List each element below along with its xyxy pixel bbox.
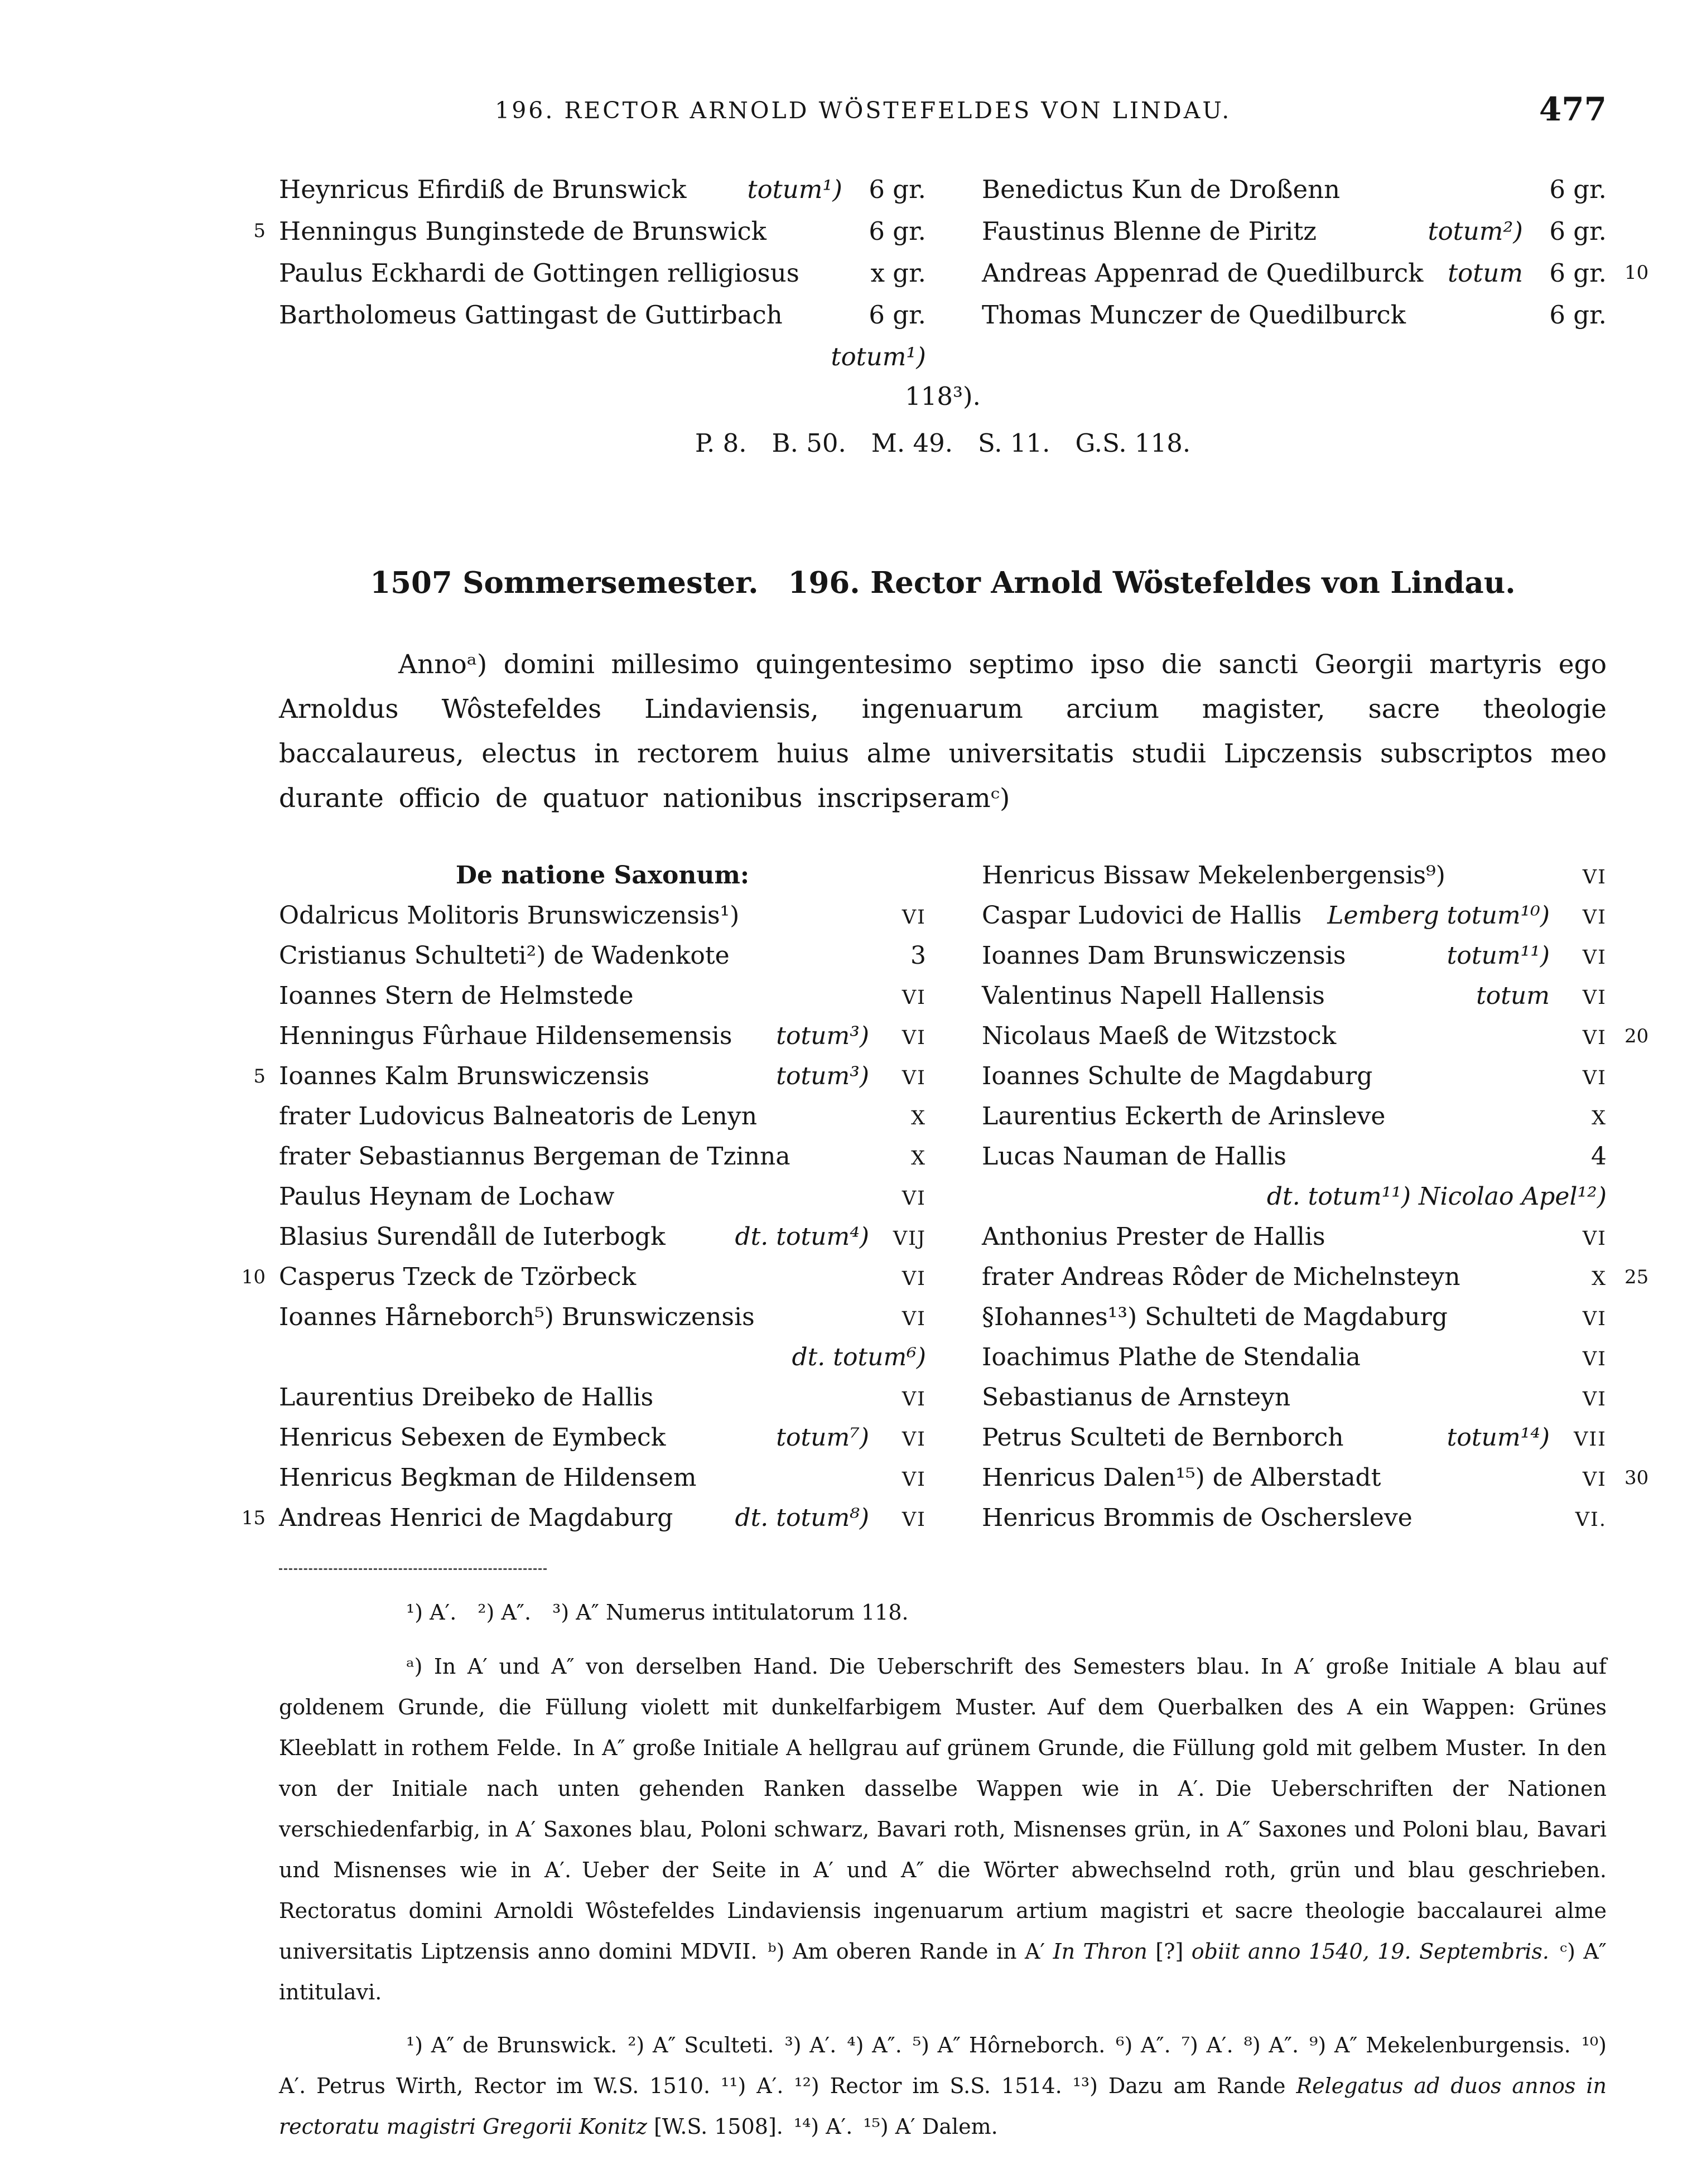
entry-row [982, 1297, 1607, 1337]
student-name: Anthonius Prester de Hallis [982, 1223, 1325, 1251]
student-name: Paulus Heynam de Lochaw [279, 1182, 615, 1211]
fee-amount: VI [901, 1187, 926, 1210]
student-name: frater Ludovicus Balneatoris de Lenyn [279, 1102, 758, 1130]
entry-row [982, 936, 1607, 976]
text-segment: [W.S. 1508]. ¹⁴) A′. ¹⁵) A′ Dalem. [647, 2114, 998, 2139]
fee-amount: VI [1582, 906, 1607, 929]
entry-row [982, 1056, 1607, 1096]
entry-row [279, 252, 926, 294]
student-name: Henricus Begkman de Hildensem [279, 1463, 697, 1492]
entry-row [982, 1096, 1607, 1137]
student-name: Nicolaus Maeß de Witzstock [982, 1022, 1337, 1050]
fee-amount: X [1592, 1107, 1607, 1129]
fee-amount: X [1592, 1268, 1607, 1290]
fee-amount: X [911, 1107, 926, 1129]
student-name: Ioannes Kalm Brunswiczensis [279, 1062, 650, 1090]
line-number: 15 [241, 1507, 266, 1529]
text-segment: ) Am oberen Rande in A′ [776, 1939, 1053, 1964]
fee-amount: VI [901, 1027, 926, 1049]
payment-note: totum⁷) [776, 1423, 869, 1452]
payment-note: totum [1448, 258, 1523, 288]
text-segment: ᶜ) A″ intitulavi. [279, 1939, 1607, 2004]
student-name: Ioannes Stern de Helmstede [279, 982, 634, 1010]
line-number: 10 [241, 1266, 266, 1288]
fee-amount: VI [1582, 987, 1607, 1009]
student-name: Faustinus Blenne de Piritz [982, 216, 1317, 246]
payment-note: Lemberg totum¹⁰) [1327, 901, 1550, 930]
student-name: Henricus Bissaw Mekelenbergensis⁹) [982, 861, 1445, 890]
entry-row [279, 1016, 926, 1056]
entry-row [982, 1217, 1607, 1257]
fee-amount: VI [901, 906, 926, 929]
fee-list-left-column [253, 168, 926, 378]
entry-row [279, 294, 926, 336]
entry-row [982, 1378, 1607, 1418]
fee-amount: VI [1582, 1388, 1607, 1410]
fee-amount: 6 gr. [1549, 216, 1607, 246]
student-name: Henricus Sebexen de Eymbeck [279, 1423, 666, 1452]
fee-amount: VI [1582, 1228, 1607, 1250]
fee-list-right-column [982, 168, 1649, 378]
fee-amount: VI [1582, 946, 1607, 969]
student-name: Caspar Ludovici de Hallis [982, 901, 1302, 930]
entry-row [279, 168, 926, 210]
payment-note: totum²) [1428, 216, 1523, 246]
fee-amount: VI [1582, 1348, 1607, 1370]
payment-note: dt. totum⁴) [735, 1223, 869, 1251]
payment-note: totum³) [776, 1022, 869, 1050]
entry-row [253, 1056, 926, 1096]
student-name: Blasius Surendåll de Iuterbogk [279, 1223, 666, 1251]
student-name: frater Andreas Rôder de Michelnsteyn [982, 1263, 1460, 1291]
student-name: Heynricus Efirdiß de Brunswick [279, 175, 687, 204]
italic-segment: obiit anno 1540, 19. Septembris. [1191, 1939, 1549, 1964]
roster-right-column [982, 856, 1649, 1538]
entry-row [982, 976, 1607, 1016]
fee-amount: VI [901, 1468, 926, 1491]
student-name: Andreas Henrici de Magdaburg [279, 1504, 673, 1532]
payment-note: totum¹¹) [1447, 941, 1550, 970]
matriculation-roster-section [241, 856, 1649, 1538]
fee-amount: VI [1582, 1468, 1607, 1491]
fee-amount: 6 gr. [869, 300, 926, 330]
continuation-row [279, 1337, 926, 1378]
entry-row [279, 976, 926, 1016]
entry-row [982, 1498, 1607, 1538]
line-number: 25 [1624, 1266, 1649, 1288]
payment-note: totum³) [776, 1062, 869, 1090]
line-number: 5 [253, 220, 266, 242]
student-name: frater Sebastiannus Bergeman de Tzinna [279, 1142, 790, 1171]
student-name: Henningus Bunginstede de Brunswick [279, 216, 766, 246]
entry-row [241, 1257, 926, 1297]
fee-amount: 6 gr. [1549, 175, 1607, 204]
running-header [279, 90, 1607, 131]
fee-amount: 6 gr. [869, 175, 926, 204]
student-name: Laurentius Dreibeko de Hallis [279, 1383, 654, 1412]
payment-note: dt. totum⁶) [792, 1343, 926, 1371]
text-segment: ¹) A″ de Brunswick. ²) A″ Sculteti. ³) A′. ⁴) A″. ⁵) A″ Hôrneborch. ⁶) A″. ⁷) A′. ⁸) A″. ⁹) A″ Mekelenburgensis. ¹⁰) A′. Petrus Wirth, Rector im W.S. 1510. ¹¹) A′. ¹²) Rector im S.S. 1514. ¹³) Dazu am Rande [279, 2033, 1607, 2098]
line-number: 20 [1624, 1025, 1649, 1047]
entry-row [279, 1177, 926, 1217]
entry-row [279, 896, 926, 936]
entry-row [279, 1297, 926, 1337]
student-name: §Iohannes¹³) Schulteti de Magdaburg [982, 1303, 1448, 1331]
footnote-separator-rule [279, 1568, 547, 1570]
entry-row [279, 1096, 926, 1137]
roster-left-column [241, 856, 926, 1538]
fee-amount: VI [901, 1268, 926, 1290]
nation-header-row [279, 856, 926, 896]
entry-row [982, 1337, 1607, 1378]
entry-row [241, 1498, 926, 1538]
semester-heading: 1507 Sommersemester. 196. Rector Arnold Wöstefeldes von Lindau. [370, 566, 1516, 600]
payment-note: totum [1476, 982, 1550, 1010]
italic-segment: Relegatus ad duos annos in rectoratu magistri Gregorii Konitz [279, 2074, 1607, 2139]
payment-note: totum¹) [747, 175, 842, 204]
entry-row [982, 856, 1607, 896]
fee-list-section [253, 168, 1649, 378]
fee-amount: VII [1574, 1428, 1607, 1451]
fee-amount: 6 gr. [1549, 258, 1607, 288]
student-name: Casperus Tzeck de Tzörbeck [279, 1263, 637, 1291]
entry-row [982, 252, 1649, 294]
payment-note: dt. totum⁸) [735, 1504, 869, 1532]
text-segment: ᵇ [768, 1939, 777, 1964]
student-name: Cristianus Schulteti²) de Wadenkote [279, 941, 730, 970]
entry-row [982, 1016, 1649, 1056]
page-number: 477 [1539, 90, 1607, 128]
payment-note: totum¹⁴) [1447, 1423, 1550, 1452]
fee-amount: 6 gr. [1549, 300, 1607, 330]
student-name: Odalricus Molitoris Brunswiczensis¹) [279, 901, 740, 930]
fee-amount: x gr. [870, 258, 926, 288]
entry-row [982, 1458, 1649, 1498]
entry-row [279, 1217, 926, 1257]
student-name: Lucas Nauman de Hallis [982, 1142, 1286, 1171]
line-number: 5 [253, 1065, 266, 1088]
entry-row [982, 1257, 1649, 1297]
footnote-paragraph-main [279, 1646, 1607, 2013]
entry-row [279, 1378, 926, 1418]
student-name: Ioannes Schulte de Magdaburg [982, 1062, 1373, 1090]
rector-intro-paragraph: Annoᵃ) domini millesimo quingentesimo septimo ipso die sancti Georgii martyris ego Arnoldus Wôstefeldes Lindaviensis, ingenuarum arcium magister, sacre theologie baccalaureus, electus in rectorem huius alme universitatis studii Lipczensis subscriptos meo durante officio de quatuor nationibus inscripseramᶜ) [279, 649, 1607, 814]
text-segment: [?] [1147, 1939, 1192, 1964]
student-name: Laurentius Eckerth de Arinsleve [982, 1102, 1386, 1130]
footnote-refs-line: ¹) A′. ²) A″. ³) A″ Numerus intitulatorum 118. [406, 1600, 909, 1625]
entry-row [982, 896, 1607, 936]
fee-amount: VI [1582, 866, 1607, 888]
total-count: 118³). [905, 381, 981, 411]
line-number: 10 [1624, 262, 1649, 284]
running-header-title: 196. RECTOR ARNOLD WÖSTEFELDES VON LINDAU. [495, 97, 1232, 124]
fee-amount: VI [1582, 1067, 1607, 1089]
entry-row [279, 1418, 926, 1458]
italic-segment: In Thron [1053, 1939, 1148, 1964]
fee-amount: 6 gr. [869, 216, 926, 246]
student-name: Ioachimus Plathe de Stendalia [982, 1343, 1361, 1371]
student-name: Ioannes Dam Brunswiczensis [982, 941, 1346, 970]
entry-row [279, 1137, 926, 1177]
fee-amount: VI. [1575, 1509, 1607, 1531]
entry-row [982, 294, 1607, 336]
fee-amount: X [911, 1147, 926, 1170]
student-name: Petrus Sculteti de Bernborch [982, 1423, 1344, 1452]
student-name: Henningus Fûrhaue Hildensemensis [279, 1022, 732, 1050]
fee-amount: 3 [910, 941, 926, 970]
fee-amount: VI [901, 1509, 926, 1531]
entry-row [253, 210, 926, 252]
entry-row [982, 1418, 1607, 1458]
student-name: Paulus Eckhardi de Gottingen relligiosus [279, 258, 799, 288]
fee-amount: VI [901, 1308, 926, 1330]
student-name: Sebastianus de Arnsteyn [982, 1383, 1291, 1412]
nation-header: De natione Saxonum: [455, 861, 750, 890]
entry-row [279, 936, 926, 976]
entry-row [982, 210, 1607, 252]
continuation-row [279, 336, 926, 378]
fee-amount: VI [901, 1428, 926, 1451]
continuation-row [982, 1177, 1607, 1217]
payment-note: totum¹) [831, 342, 926, 371]
entry-row [982, 1137, 1607, 1177]
student-name: Henricus Brommis de Oschersleve [982, 1504, 1412, 1532]
student-name: Andreas Appenrad de Quedilburck [982, 258, 1424, 288]
fee-amount: VI [901, 1067, 926, 1089]
footnote-paragraph-refs [279, 2025, 1607, 2147]
student-name: Benedictus Kun de Droßenn [982, 175, 1341, 204]
student-name: Ioannes Hårneborch⁵) Brunswiczensis [279, 1303, 755, 1331]
student-name: Thomas Munczer de Quedilburck [982, 300, 1406, 330]
line-number: 30 [1624, 1467, 1649, 1489]
student-name: Henricus Dalen¹⁵) de Alberstadt [982, 1463, 1381, 1492]
payment-note: dt. totum¹¹) Nicolao Apel¹²) [1266, 1182, 1607, 1211]
fee-amount: VI [1582, 1308, 1607, 1330]
text-segment: ᵃ) In A′ und A″ von derselben Hand. Die Ueberschrift des Semesters blau. In A′ große Initiale A blau auf goldenem Grunde, die Füllung violett mit dunkelfarbigem Muster. Auf dem Querbalken des A ein Wappen: Grünes Kleeblatt in rothem Felde. In A″ große Initiale A hellgrau auf grünem Grunde, die Füllung gold mit gelbem Muster. In den von der Initiale nach unten gehenden Ranken dasselbe Wappen wie in A′. Die Ueberschriften der Nationen verschiedenfarbig, in A′ Saxones blau, Poloni schwarz, Bavari roth, Misnenses grün, in A″ Saxones und Poloni blau, Bavari und Misnenses wie in A′. Ueber der Seite in A′ und A″ die Wörter abwechselnd roth, grün und blau geschrieben. Rectoratus domini Arnoldi Wôstefeldes Lindaviensis ingenuarum artium magistri et sacre theologie baccalaurei alme universitatis Liptzensis anno domini MDVII. [279, 1654, 1607, 1964]
fee-amount: VI [901, 1388, 926, 1410]
fee-amount: VI [901, 987, 926, 1009]
student-name: Bartholomeus Gattingast de Guttirbach [279, 300, 783, 330]
entry-row [279, 1458, 926, 1498]
fee-amount: VI [1582, 1027, 1607, 1049]
fee-amount: VIJ [893, 1228, 926, 1250]
student-name: Valentinus Napell Hallensis [982, 982, 1325, 1010]
nation-statistics: P. 8. B. 50. M. 49. S. 11. G.S. 118. [695, 428, 1191, 458]
fee-amount: 4 [1591, 1142, 1607, 1171]
entry-row [982, 168, 1607, 210]
